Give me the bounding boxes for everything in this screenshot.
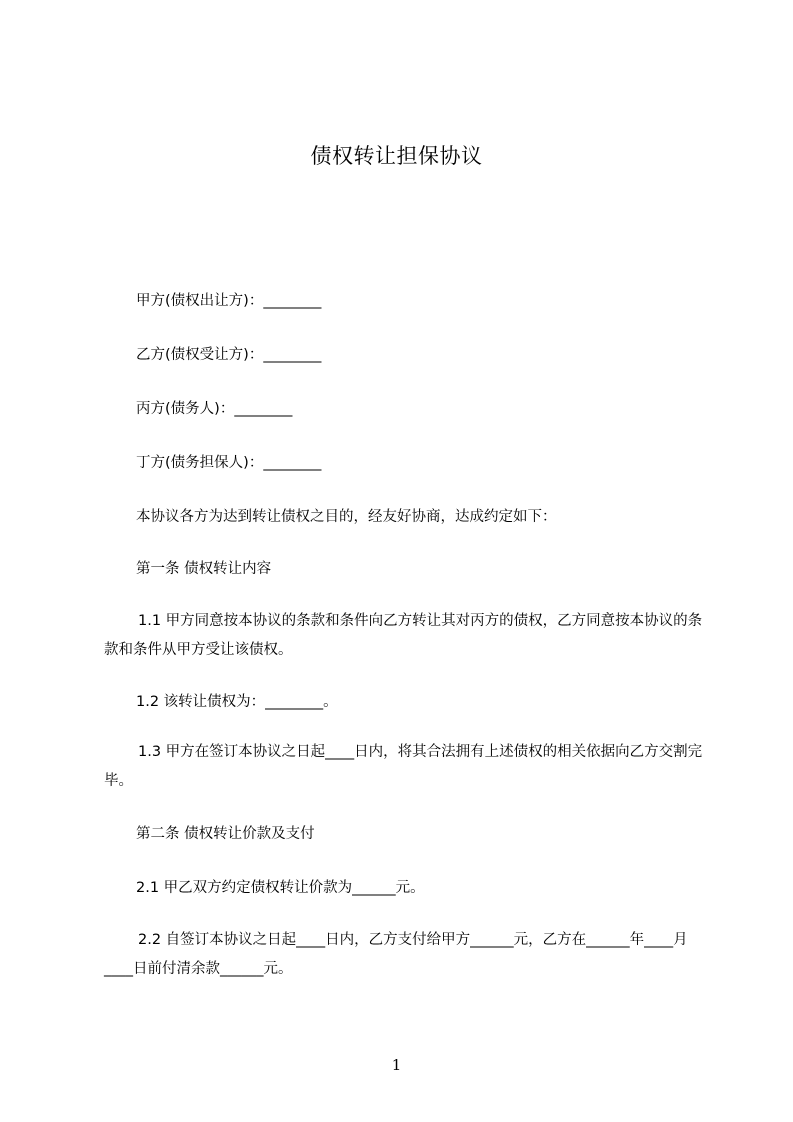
- clause-1-3: [104, 738, 704, 796]
- party-b-line: 乙方(债权受让方)：________: [136, 347, 322, 363]
- clause-2-1: 2.1 甲乙双方约定债权转让价款为______元。: [136, 880, 425, 896]
- preamble-text: 本协议各方为达到转让债权之目的，经友好协商，达成约定如下：: [136, 509, 557, 525]
- article-1-heading: 第一条 债权转让内容: [136, 561, 272, 577]
- clause-1-1: [104, 607, 704, 665]
- page-number: 1: [391, 1056, 402, 1074]
- party-d-line: 丁方(债务担保人)：________: [136, 455, 322, 471]
- document-title: 债权转让担保协议: [310, 144, 483, 168]
- clause-1-1-text: 1.1 甲方同意按本协议的条款和条件向乙方转让其对丙方的债权，乙方同意按本协议的条款和条件从甲方受让该债权。: [104, 613, 703, 658]
- clause-2-2: [104, 926, 704, 984]
- clause-1-2: 1.2 该转让债权为：________。: [136, 694, 338, 710]
- party-a-line: 甲方(债权出让方)：________: [136, 293, 322, 309]
- party-c-line: 丙方(债务人)：________: [136, 401, 293, 417]
- article-2-heading: 第二条 债权转让价款及支付: [136, 826, 315, 842]
- clause-2-2-text: 2.2 自签订本协议之日起____日内，乙方支付给甲方______元，乙方在______年____月____日前付清余款______元。: [104, 932, 688, 977]
- clause-1-3-text: 1.3 甲方在签订本协议之日起____日内，将其合法拥有上述债权的相关依据向乙方交割完毕。: [104, 744, 703, 789]
